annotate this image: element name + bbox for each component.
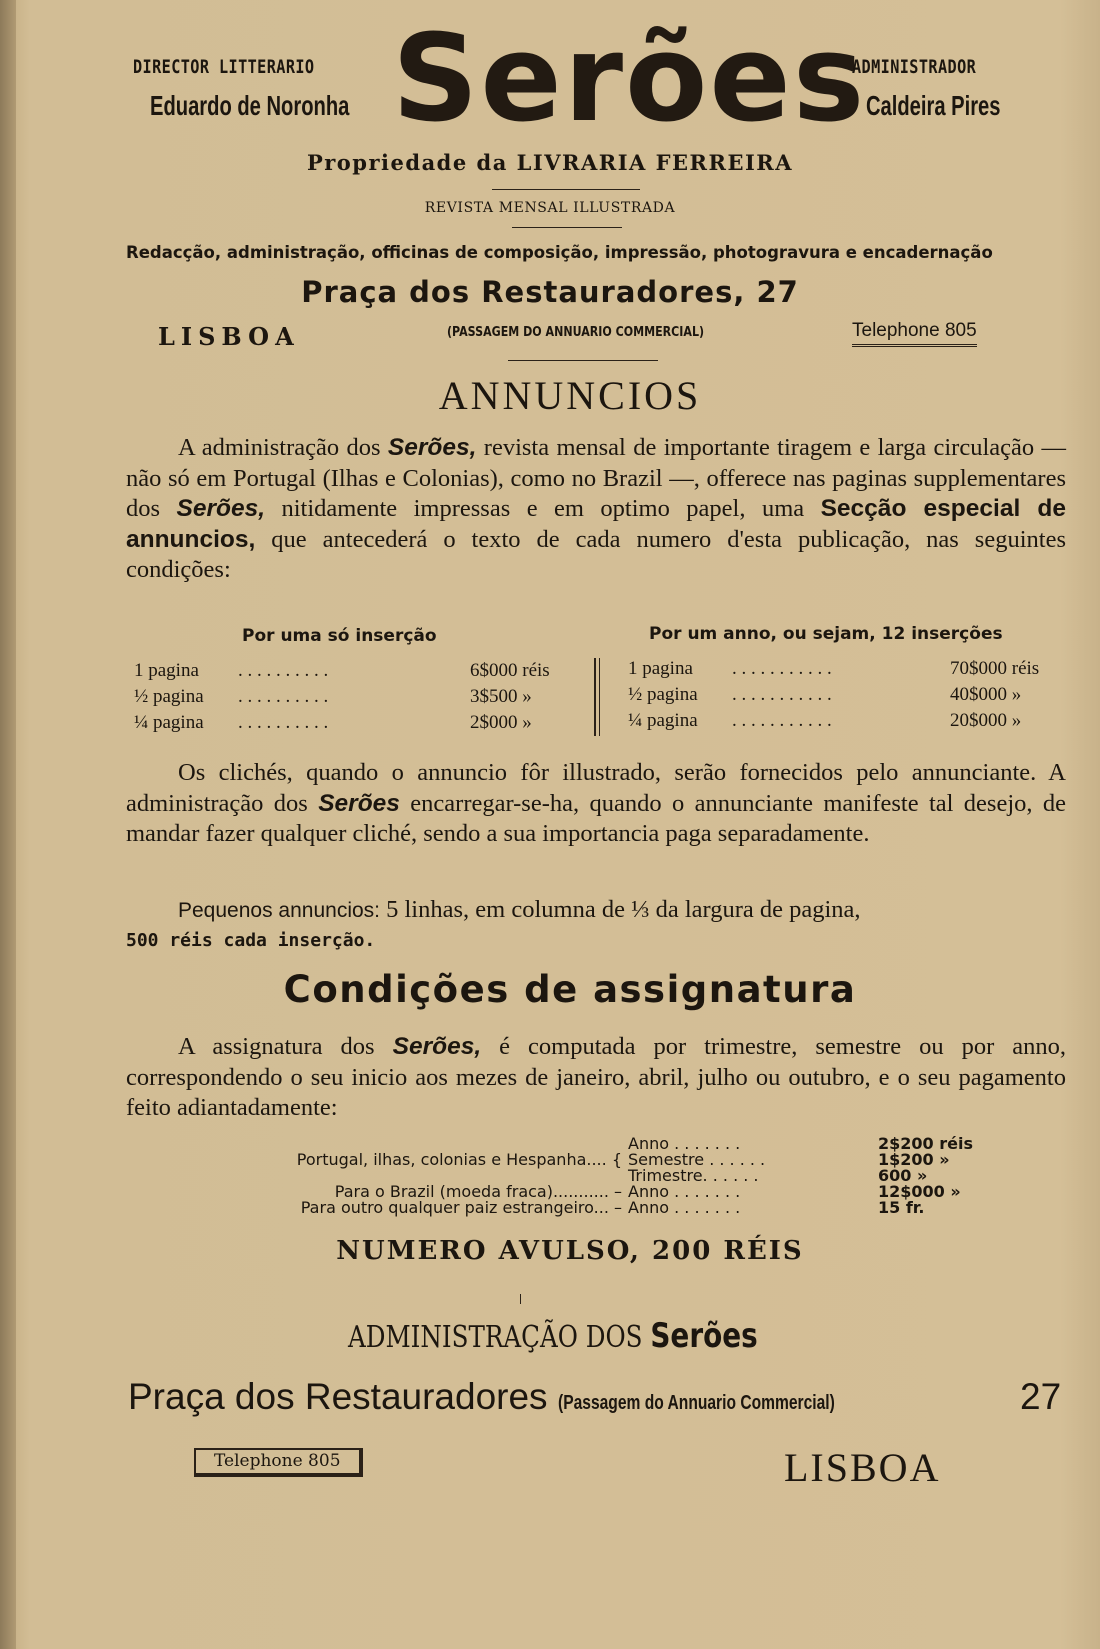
annuncios-heading: ANNUNCIOS [438,373,702,418]
divider-rule [512,227,622,228]
address-line: Praça dos Restauradores, 27 [301,275,799,309]
page-spine-shadow [0,0,16,1649]
footer-number: 27 [1020,1376,1062,1417]
single-price-table [134,658,580,736]
annual-price-table [628,656,1068,734]
price-row: ¼ pagina . . . . . . . . . . 2$000 » [134,712,532,733]
subscription-row: Portugal, ilhas, colonias e Hespanha.... { Semestre . . . . . . 1$200 » [296,1150,950,1169]
subscription-row: Trimestre. . . . . . 600 » [628,1166,928,1185]
subscription-row: Para o Brazil (moeda fraca)........... – Anno . . . . . . . 12$000 » [334,1182,961,1201]
assignatura-heading: Condições de assignatura [283,968,857,1011]
price-row: 1 pagina . . . . . . . . . . . 70$000 réis [628,658,1040,679]
passage-line: (PASSAGEM DO ANNUARIO COMMERCIAL) [447,325,705,340]
magazine-subtitle: REVISTA MENSAL ILLUSTRADA [424,200,676,216]
pequenos-price: 500 réis cada inserção. [126,929,376,951]
pequenos-annuncios: Pequenos annuncios: 5 linhas, em columna de ⅓ da largura de pagina, 500 réis cada inserção. [126,895,1066,953]
pequenos-label: Pequenos annuncios: [178,899,380,922]
subscription-row: Anno . . . . . . . 2$200 réis [628,1134,973,1153]
director-label: DIRECTOR LITTERARIO [133,56,315,78]
seroes-mention: Serões [318,789,400,817]
property-line: Propriedade da LIVRARIA FERREIRA [306,150,794,175]
divider-tick [520,1294,521,1304]
footer-telephone: Telephone 805 [194,1448,363,1477]
seroes-mention: Serões, [176,495,266,522]
price-row: ¼ pagina . . . . . . . . . . . 20$000 » [628,710,1022,731]
administrator-label: ADMINISTRADOR [852,56,977,78]
single-insertion-header: Por uma só inserção [242,626,437,646]
redaccao-line: Redacção, administração, officinas de composição, impressão, photogravura e encadernação [126,243,993,262]
footer-passage: (Passagem do Annuario Commercial) [557,1392,835,1414]
price-row: ½ pagina . . . . . . . . . . 3$500 » [134,686,532,707]
seroes-logo: Serões [392,10,867,149]
footer-city: LISBOA [784,1445,941,1490]
table-divider [594,658,596,736]
seccao-especial: Secção especial de annuncios, [126,495,1066,553]
footer-admin: ADMINISTRAÇÃO DOS Serões [348,1316,758,1356]
telephone-line: Telephone 805 [852,320,977,347]
price-row: ½ pagina . . . . . . . . . . . 40$000 » [628,684,1022,705]
numero-avulso: NUMERO AVULSO, 200 RÉIS [336,1236,804,1266]
annuncios-intro: A administração dos Serões, revista mensal de importante tiragem e larga circulação — não só em Portugal (Ilhas e Colonias), como no Brazil —, offerece nas paginas supplementares dos Serões, nitidamente impressas e em optimo papel, uma Secção especial de annuncios, que antecederá o texto de cada numero d'esta publicação, nas seguintes condições: [126,434,1066,583]
city-lisboa: LISBOA [158,322,300,351]
price-row: 1 pagina . . . . . . . . . . 6$000 réis [134,660,550,681]
subscription-row: Para outro qualquer paiz estrangeiro... – Anno . . . . . . . 15 fr. [300,1198,925,1217]
footer-address: Praça dos Restauradores (Passagem do Annuario Commercial) [128,1376,835,1417]
divider-rule [508,360,658,361]
assignatura-intro: A assignatura dos Serões, é computada por trimestre, semestre ou por anno, correspondendo o seu inicio aos mezes de janeiro, abril, julho ou outubro, e o seu pagamento feito adiantadamente: [126,1033,1066,1121]
subscription-table [228,1136,988,1216]
seroes-mention: Serões, [392,1033,482,1060]
cliches-paragraph: Os clichés, quando o annuncio fôr illustrado, serão fornecidos pelo annunciante. A administração dos Serões encarregar-se-ha, quando o annunciante manifeste tal desejo, de mandar fazer qualquer cliché, sendo a sua importancia paga separadamente. [126,759,1067,847]
divider-rule [492,189,640,190]
director-name: Eduardo de Noronha [150,90,350,121]
annual-insertion-header: Por um anno, ou sejam, 12 inserções [649,624,1003,644]
seroes-mention: Serões [650,1316,758,1356]
seroes-mention: Serões, [387,434,477,461]
table-divider [599,658,600,736]
administrator-name: Caldeira Pires [866,90,1001,121]
